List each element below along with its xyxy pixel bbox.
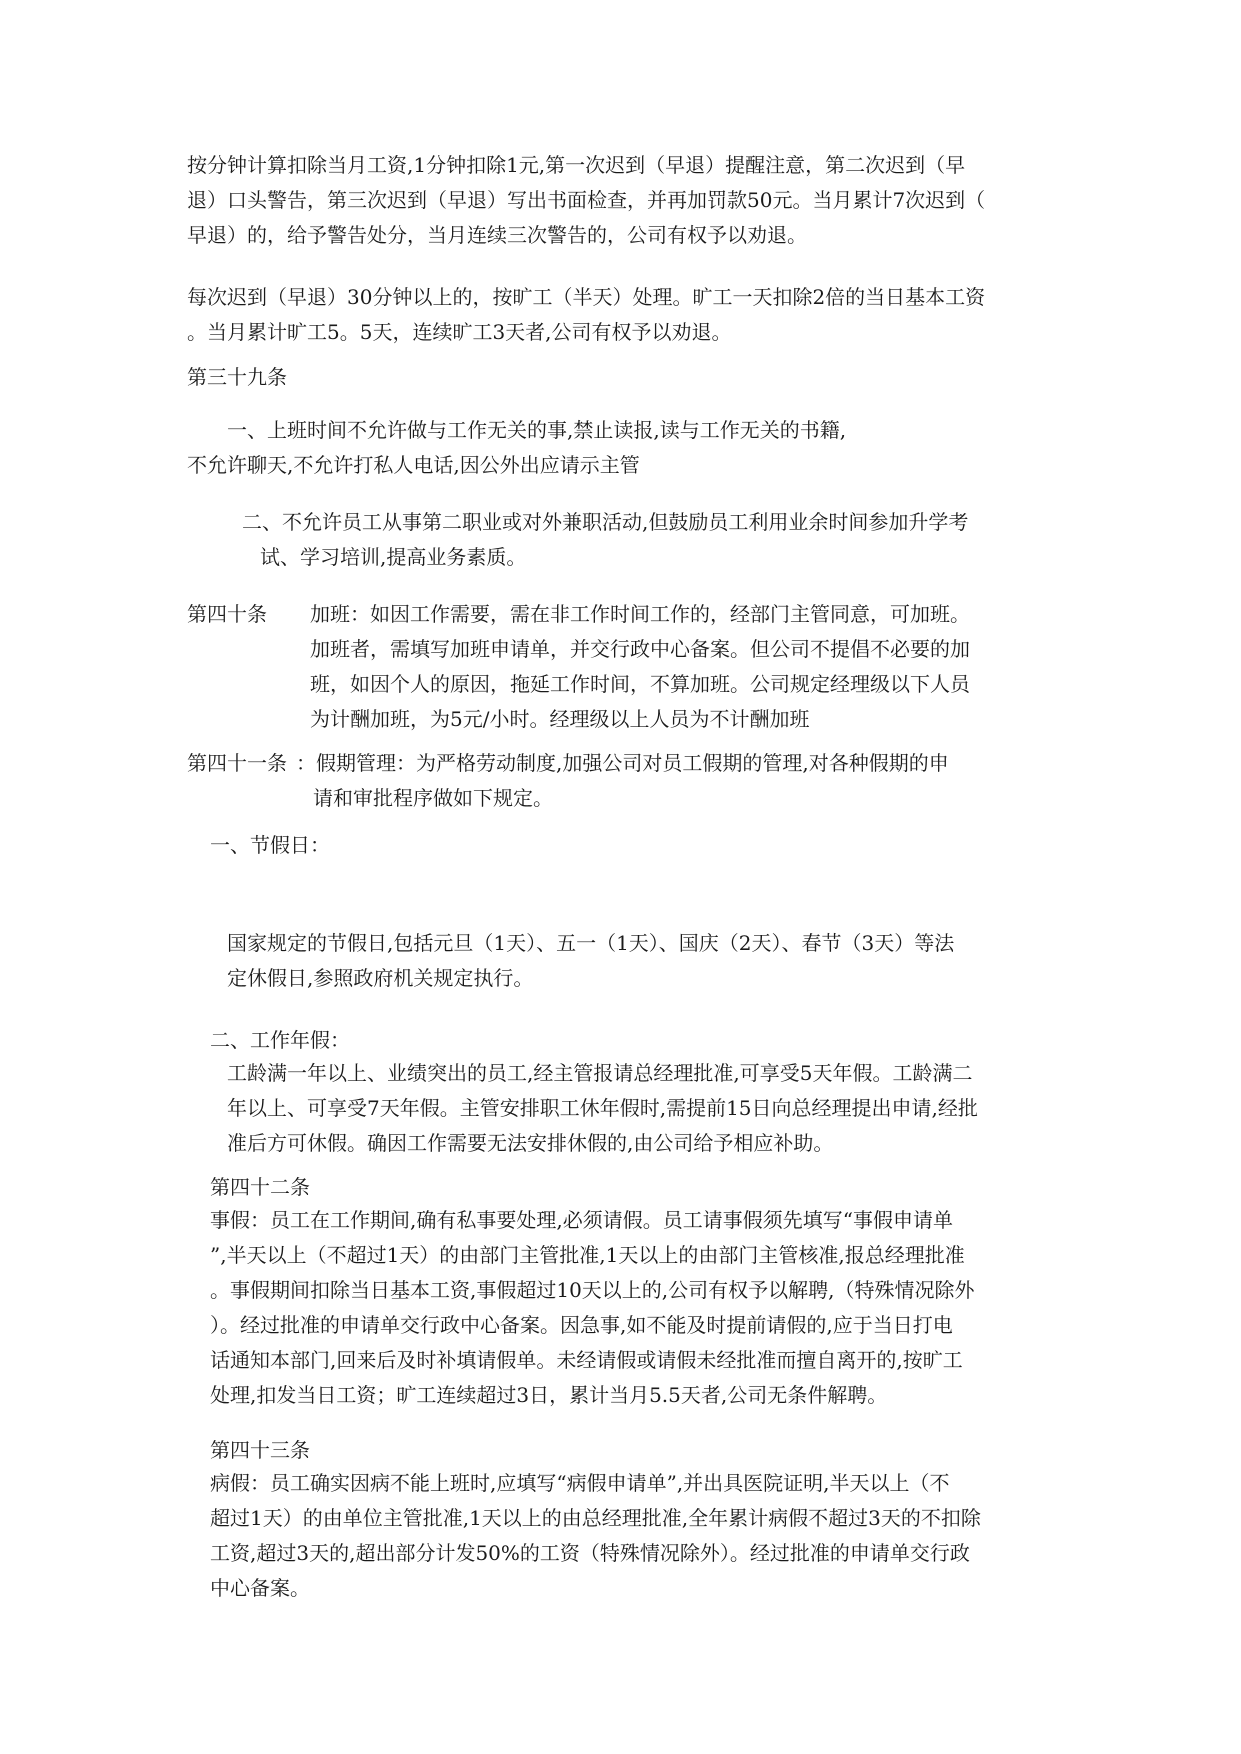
holiday-heading: 一、节假日：	[210, 833, 330, 857]
text-line: 不允许聊天,不允许打私人电话,因公外出应请示主管	[187, 453, 640, 477]
text-line: 按分钟计算扣除当月工资,1分钟扣除1元,第一次迟到（早退）提醒注意，第二次迟到（早	[187, 153, 966, 177]
article-42-heading: 第四十二条	[210, 1175, 310, 1199]
text-line: 班，如因个人的原因，拖延工作时间，不算加班。公司规定经理级以下人员	[310, 672, 970, 696]
text-line: 加班者，需填写加班申请单，并交行政中心备案。但公司不提倡不必要的加	[310, 637, 970, 661]
text-line: 一、上班时间不允许做与工作无关的事,禁止读报,读与工作无关的书籍,	[227, 418, 847, 442]
article-43-body	[210, 1466, 981, 1606]
article-41-body	[296, 746, 949, 816]
absence-paragraph	[187, 280, 985, 350]
article-40-heading: 第四十条	[187, 602, 267, 626]
article-39-item-2	[242, 505, 968, 575]
text-line: 话通知本部门,回来后及时补填请假单。未经请假或请假未经批准而擅自离开的,按旷工	[210, 1348, 963, 1372]
article-43-heading: 第四十三条	[210, 1438, 310, 1462]
late-penalty-paragraph	[187, 148, 985, 253]
text-line: ：假期管理：为严格劳动制度,加强公司对员工假期的管理,对各种假期的申	[296, 751, 949, 775]
text-line: 处理,扣发当日工资；旷工连续超过3日，累计当月5.5天者,公司无条件解聘。	[210, 1383, 888, 1407]
text-line: 每次迟到（早退）30分钟以上的，按旷工（半天）处理。旷工一天扣除2倍的当日基本工资	[187, 285, 986, 309]
annual-leave-heading: 二、工作年假：	[210, 1028, 350, 1052]
article-39-item-1	[187, 413, 846, 483]
text-line: ）。经过批准的申请单交行政中心备案。因急事,如不能及时提前请假的,应于当日打电	[210, 1313, 953, 1337]
text-line: 病假：员工确实因病不能上班时,应填写“病假申请单”,并出具医院证明,半天以上（不	[210, 1471, 950, 1495]
text-line: 。当月累计旷工5。5天，连续旷工3天者,公司有权予以劝退。	[187, 320, 732, 344]
text-line: 准后方可休假。确因工作需要无法安排休假的,由公司给予相应补助。	[227, 1131, 834, 1155]
text-line: 工龄满一年以上、业绩突出的员工,经主管报请总经理批准,可享受5天年假。工龄满二	[227, 1061, 973, 1085]
article-42-body	[210, 1203, 975, 1413]
text-line: 工资,超过3天的,超出部分计发50%的工资（特殊情况除外）。经过批准的申请单交行政	[210, 1541, 970, 1565]
text-line: 事假：员工在工作期间,确有私事要处理,必须请假。员工请事假须先填写“事假申请单	[210, 1208, 953, 1232]
article-41-heading: 第四十一条	[187, 751, 287, 775]
text-line: ”,半天以上（不超过1天）的由部门主管批准,1天以上的由部门主管核准,报总经理批准	[210, 1243, 965, 1267]
text-line: 试、学习培训,提高业务素质。	[260, 545, 527, 569]
holiday-body	[227, 926, 954, 996]
text-line: 中心备案。	[210, 1576, 310, 1600]
text-line: 退）口头警告，第三次迟到（早退）写出书面检查，并再加罚款50元。当月累计7次迟到（	[187, 188, 986, 212]
article-40-body	[310, 597, 970, 737]
annual-leave-body	[227, 1056, 978, 1161]
text-line: 为计酬加班，为5元/小时。经理级以上人员为不计酬加班	[310, 707, 810, 731]
article-39-heading: 第三十九条	[187, 365, 287, 389]
text-line: 请和审批程序做如下规定。	[313, 786, 553, 810]
text-line: 超过1天）的由单位主管批准,1天以上的由总经理批准,全年累计病假不超过3天的不扣除	[210, 1506, 981, 1530]
text-line: 二、不允许员工从事第二职业或对外兼职活动,但鼓励员工利用业余时间参加升学考	[242, 510, 969, 534]
text-line: 早退）的，给予警告处分，当月连续三次警告的，公司有权予以劝退。	[187, 223, 807, 247]
text-line: 。事假期间扣除当日基本工资,事假超过10天以上的,公司有权予以解聘,（特殊情况除外	[210, 1278, 975, 1302]
text-line: 定休假日,参照政府机关规定执行。	[227, 966, 534, 990]
text-line: 年以上、可享受7天年假。主管安排职工休年假时,需提前15日向总经理提出申请,经批	[227, 1096, 978, 1120]
text-line: 国家规定的节假日,包括元旦（1天）、五一（1天）、国庆（2天）、春节（3天）等法	[227, 931, 955, 955]
text-line: 加班：如因工作需要，需在非工作时间工作的，经部门主管同意，可加班。	[310, 602, 970, 626]
